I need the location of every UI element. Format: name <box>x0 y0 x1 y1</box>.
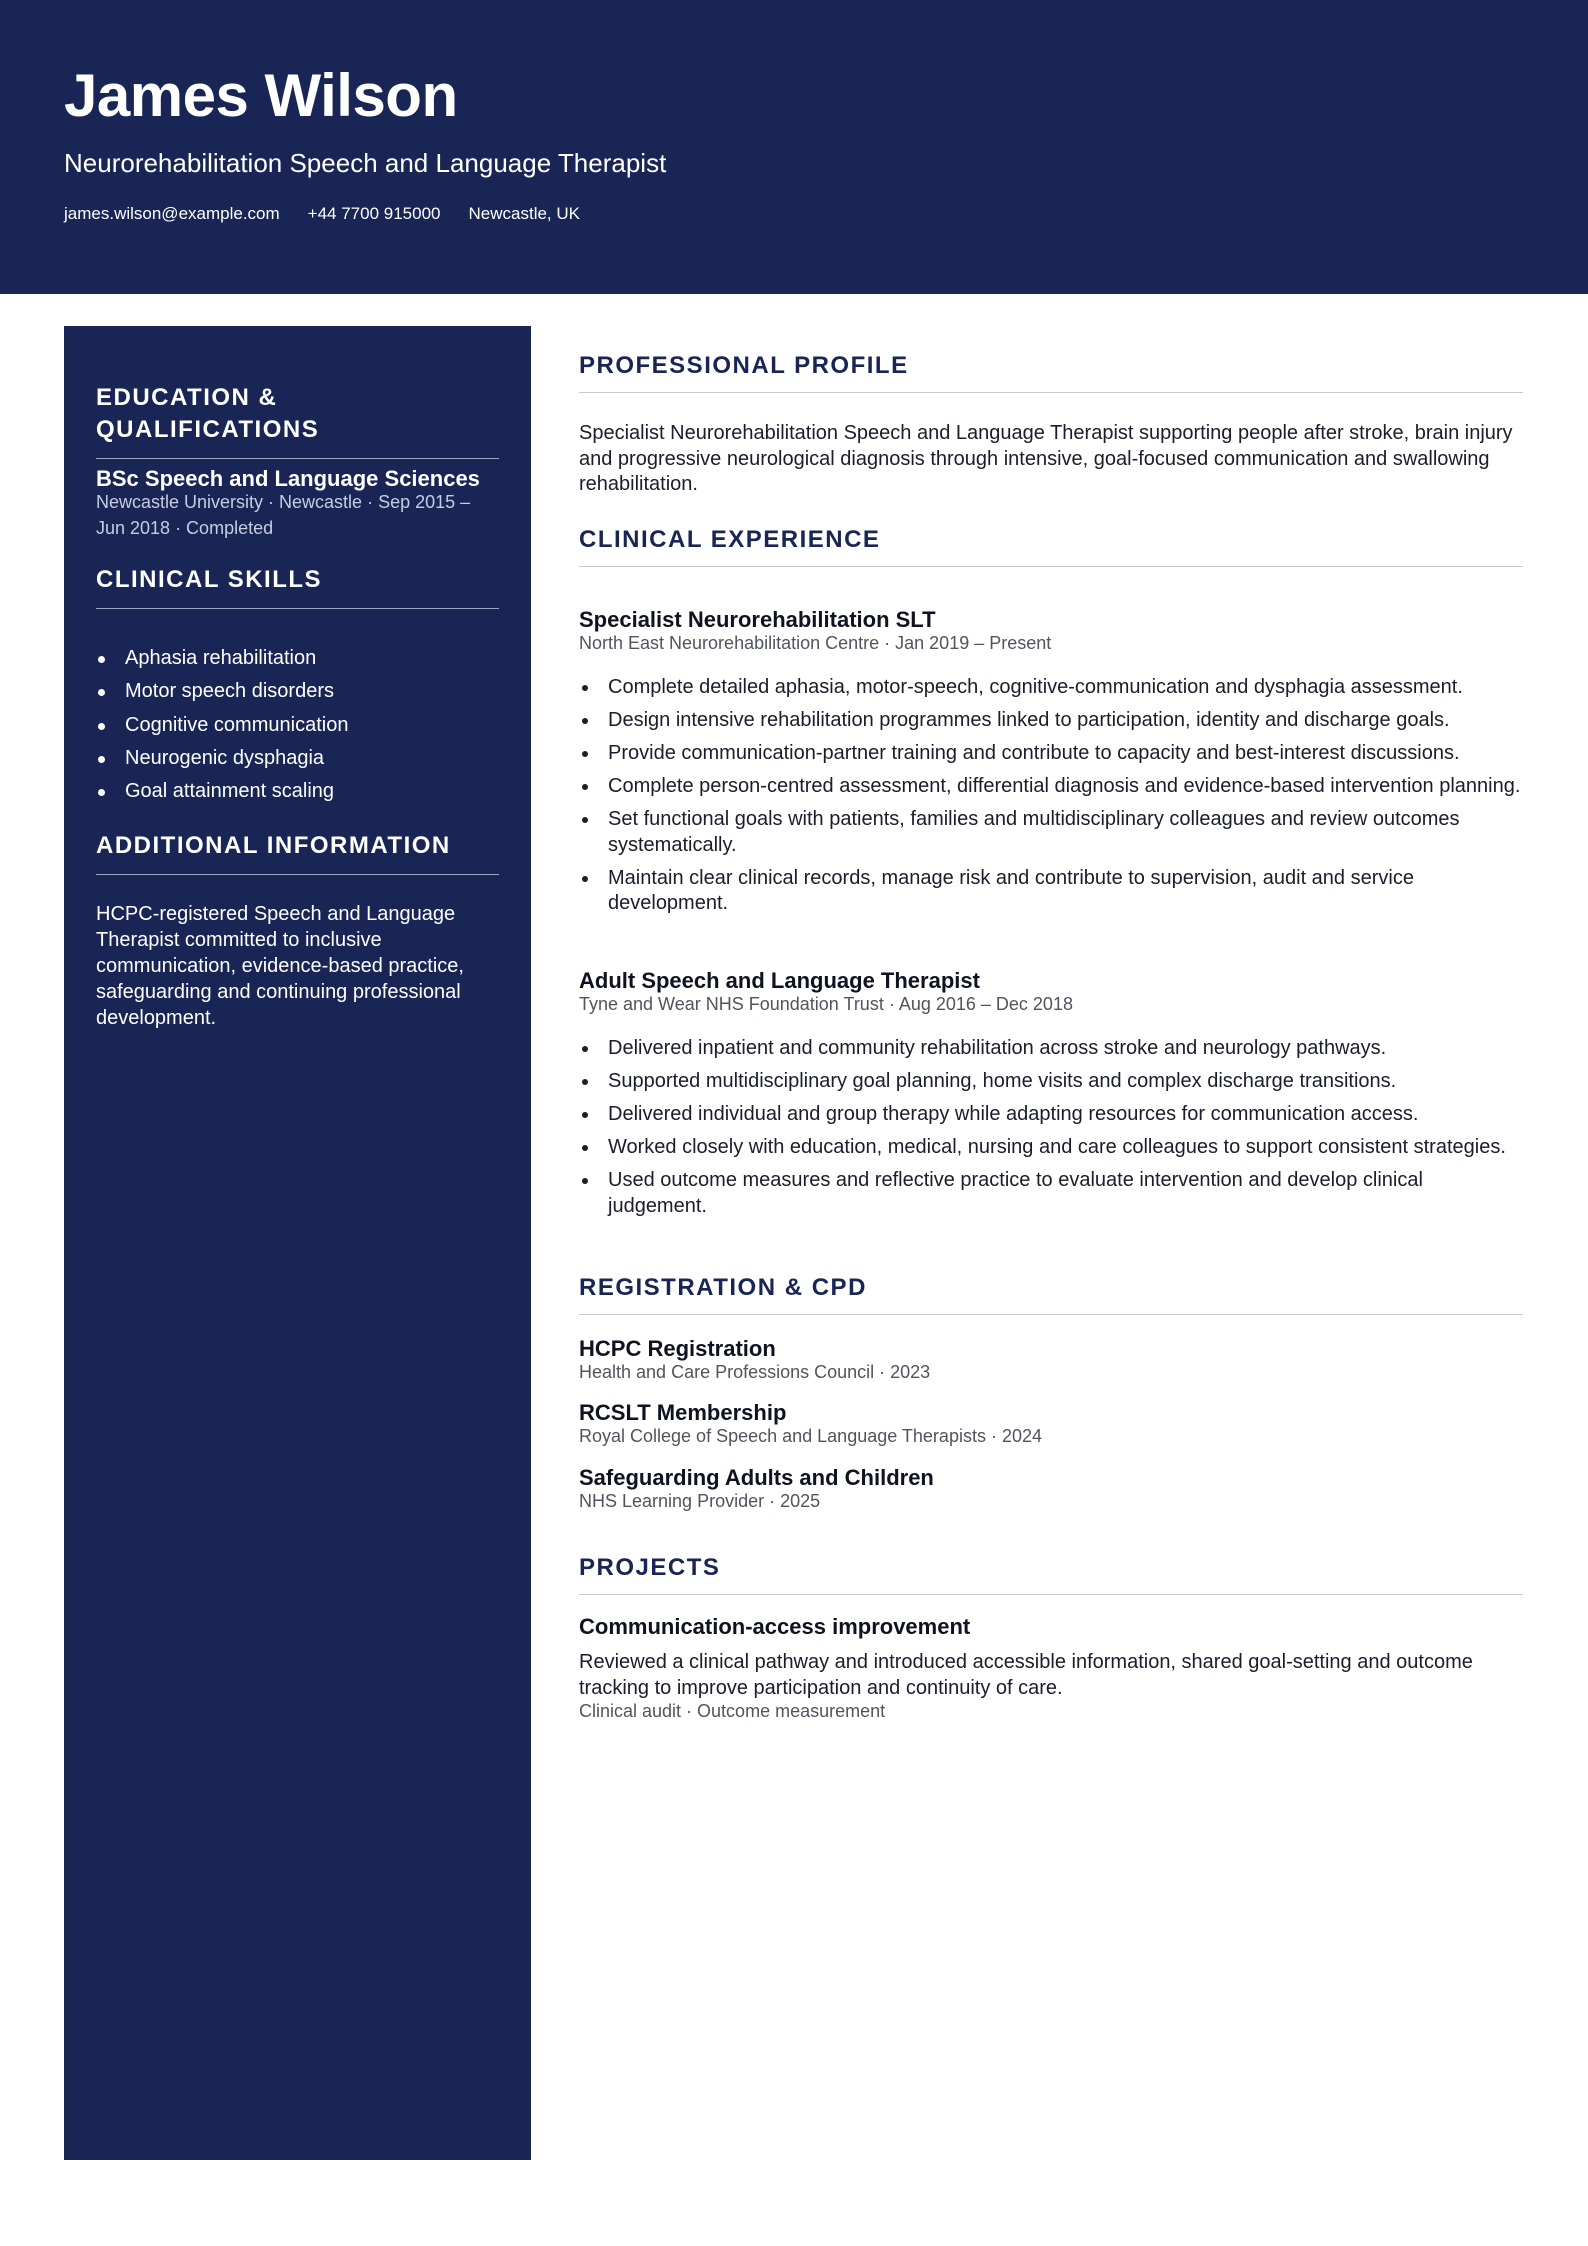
skill-item: Cognitive communication <box>96 709 348 742</box>
job-bullet: Used outcome measures and reflective practice to evaluate intervention and develop clinical judgement. <box>579 1168 1523 1219</box>
additional-info-heading: ADDITIONAL INFORMATION <box>96 830 499 875</box>
skills-list <box>96 642 348 808</box>
registration-heading: REGISTRATION & CPD <box>579 1272 1523 1315</box>
contact-line <box>64 202 580 226</box>
job-bullet: Worked closely with education, medical, nursing and care colleagues to support consistent strategies. <box>579 1135 1523 1161</box>
job-title-headline: Neurorehabilitation Speech and Language Therapist <box>64 148 667 178</box>
sidebar <box>64 326 531 2160</box>
registration-meta: Royal College of Speech and Language Therapists · 2024 <box>579 1426 1042 1446</box>
job-meta: North East Neurorehabilitation Centre · Jan 2019 – Present <box>579 633 1052 653</box>
education-meta: Newcastle University · Newcastle · Sep 2015 – Jun 2018 · Completed <box>96 492 471 538</box>
candidate-name: James Wilson <box>64 62 458 129</box>
registration-title: Safeguarding Adults and Children <box>579 1465 934 1490</box>
experience-heading: CLINICAL EXPERIENCE <box>579 524 1523 567</box>
projects-heading: PROJECTS <box>579 1552 1523 1595</box>
registration-meta: NHS Learning Provider · 2025 <box>579 1491 821 1511</box>
skill-item: Goal attainment scaling <box>96 775 348 808</box>
education-heading: EDUCATION & QUALIFICATIONS <box>96 382 499 459</box>
skill-item: Motor speech disorders <box>96 675 348 708</box>
job-meta: Tyne and Wear NHS Foundation Trust · Aug 2016 – Dec 2018 <box>579 994 1073 1014</box>
job-bullets <box>579 1036 1523 1227</box>
location: Newcastle, UK <box>468 204 580 223</box>
skill-item: Aphasia rehabilitation <box>96 642 348 675</box>
job-bullet: Maintain clear clinical records, manage risk and contribute to supervision, audit and service development. <box>579 866 1523 917</box>
profile-heading: PROFESSIONAL PROFILE <box>579 350 1523 393</box>
project-tags: Clinical audit · Outcome measurement <box>579 1701 886 1721</box>
job-bullet: Set functional goals with patients, families and multidisciplinary colleagues and review outcomes systematically. <box>579 807 1523 858</box>
resume-header <box>0 0 1588 294</box>
registration-meta: Health and Care Professions Council · 2023 <box>579 1362 931 1382</box>
phone-number: +44 7700 915000 <box>307 204 441 223</box>
additional-info-text: HCPC-registered Speech and Language Therapist committed to inclusive communication, evidence-based practice, safeguarding and continuing professional development. <box>96 903 464 1029</box>
job-bullet: Delivered individual and group therapy while adapting resources for communication access. <box>579 1102 1523 1128</box>
job-bullets <box>579 675 1523 924</box>
profile-text: Specialist Neurorehabilitation Speech and Language Therapist supporting people after stroke, brain injury and progressive neurological diagnosis through intensive, goal-focused communication and swallowing rehabilitation. <box>579 422 1513 495</box>
project-description: Reviewed a clinical pathway and introduced accessible information, shared goal-setting and outcome tracking to improve participation and continuity of care. <box>579 1651 1473 1699</box>
job-title: Specialist Neurorehabilitation SLT <box>579 607 936 632</box>
skill-item: Neurogenic dysphagia <box>96 742 348 775</box>
email-link[interactable]: james.wilson@example.com <box>64 204 280 223</box>
education-degree: BSc Speech and Language Sciences <box>96 466 480 491</box>
skills-heading: CLINICAL SKILLS <box>96 564 499 609</box>
job-bullet: Supported multidisciplinary goal planning, home visits and complex discharge transitions. <box>579 1069 1523 1095</box>
registration-title: RCSLT Membership <box>579 1400 787 1425</box>
job-bullet: Delivered inpatient and community rehabilitation across stroke and neurology pathways. <box>579 1036 1523 1062</box>
registration-title: HCPC Registration <box>579 1336 776 1361</box>
job-bullet: Design intensive rehabilitation programmes linked to participation, identity and discharge goals. <box>579 708 1523 734</box>
job-bullet: Complete person-centred assessment, differential diagnosis and evidence-based intervention planning. <box>579 774 1523 800</box>
job-bullet: Provide communication-partner training and contribute to capacity and best-interest discussions. <box>579 741 1523 767</box>
job-bullet: Complete detailed aphasia, motor-speech, cognitive-communication and dysphagia assessment. <box>579 675 1523 701</box>
project-title: Communication-access improvement <box>579 1614 971 1639</box>
job-title: Adult Speech and Language Therapist <box>579 968 980 993</box>
